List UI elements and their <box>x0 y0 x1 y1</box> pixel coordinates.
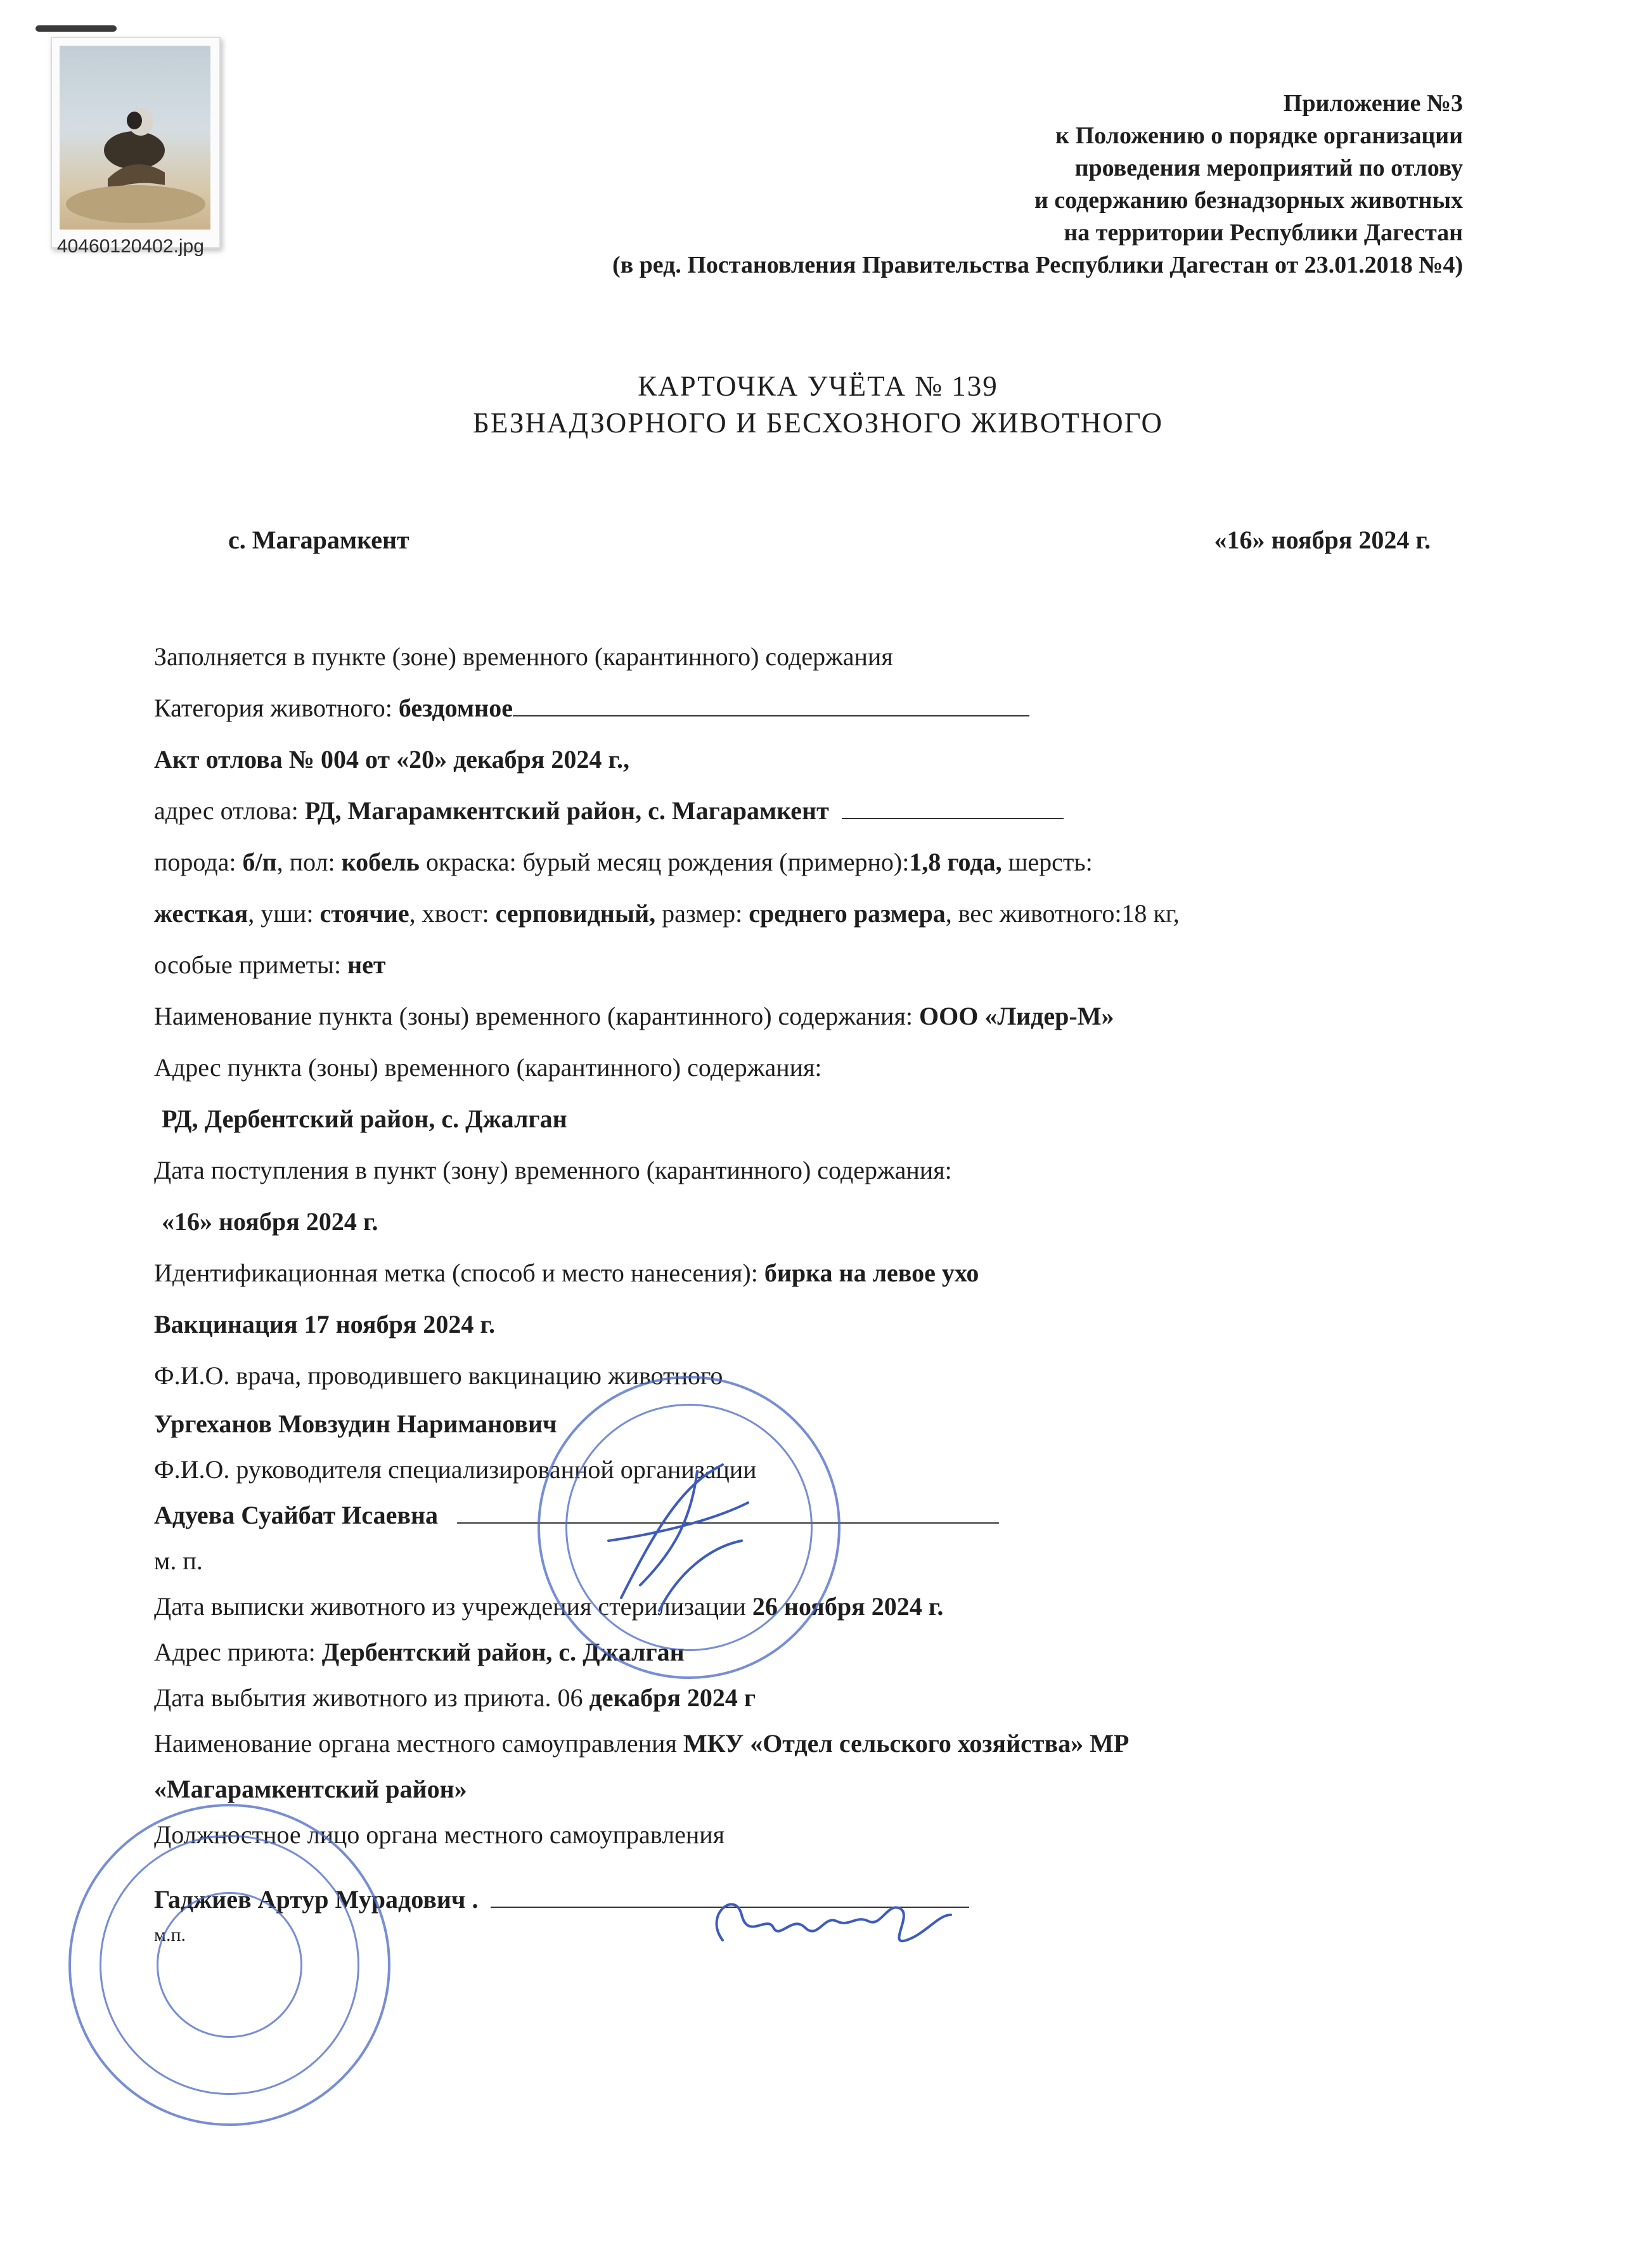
form-line <box>154 631 1495 682</box>
shelter-address: Дербентский район, с. Джалган <box>321 1638 685 1666</box>
breed-value: б/п <box>242 848 277 876</box>
form-label: Наименование органа местного самоуправления <box>154 1729 683 1758</box>
form-label: , пол: <box>276 848 342 876</box>
appendix-line: (в ред. Постановления Правительства Республики Дагестан от 23.01.2018 №4) <box>612 252 1463 278</box>
animal-photo <box>51 37 221 257</box>
discharge-date: 26 ноября 2024 г. <box>752 1592 944 1621</box>
title-line-2: БЕЗНАДЗОРНОГО И БЕСХОЗНОГО ЖИВОТНОГО <box>473 407 1163 439</box>
form-label: порода: <box>154 848 243 876</box>
form-label: размер: <box>655 899 749 928</box>
form-label: особые приметы: <box>154 950 348 979</box>
weight-text: , вес животного:18 кг, <box>945 899 1180 928</box>
appendix-header <box>612 87 1463 282</box>
form-label: Адрес пункта (зоны) временного (карантинного) содержания: <box>154 1053 822 1082</box>
form-line <box>154 1144 1495 1196</box>
capture-act: Акт отлова № 004 от «20» декабря 2024 г., <box>154 745 630 774</box>
form-label: адрес отлова: <box>154 796 305 825</box>
form-text: Заполняется в пункте (зоне) временного (карантинного) содержания <box>154 642 893 671</box>
appendix-line: проведения мероприятий по отлову <box>1074 155 1463 181</box>
fill-line <box>513 699 1029 716</box>
admission-date: «16» ноября 2024 г. <box>162 1207 378 1236</box>
stamp-place: м. п. <box>154 1546 203 1575</box>
marks-value: нет <box>347 950 386 979</box>
form-label: Адрес приюта: <box>154 1638 322 1666</box>
form-line <box>154 836 1495 888</box>
official-signature <box>697 1877 963 1972</box>
photo-tab <box>35 25 117 32</box>
tail-value: серповидный, <box>495 899 656 928</box>
form-label: Идентификационная метка (способ и место нанесения): <box>154 1259 764 1287</box>
animal-photo-image <box>60 46 210 230</box>
appendix-line: Приложение №3 <box>1283 90 1463 117</box>
facility-address: РД, Дербентский район, с. Джалган <box>162 1105 567 1133</box>
head-name: Адуева Суайбат Исаевна <box>154 1501 439 1529</box>
form-label: окраска: бурый месяц рождения (примерно): <box>419 848 910 876</box>
facility-name: ООО «Лидер-М» <box>918 1002 1114 1030</box>
official-name: Гаджиев Артур Мурадович . <box>154 1885 479 1914</box>
form-line <box>154 1721 1495 1766</box>
age-value: 1,8 года, <box>909 848 1002 876</box>
form-label: Ф.И.О. руководителя специализированной организации <box>154 1455 757 1484</box>
ears-value: стоячие <box>319 899 409 928</box>
id-tag-value: бирка на левое ухо <box>764 1259 979 1287</box>
form-line <box>154 1247 1495 1299</box>
form-label: шерсть: <box>1002 848 1093 876</box>
form-line <box>154 939 1495 990</box>
form-label: Ф.И.О. врача, проводившего вакцинацию животного <box>154 1361 723 1390</box>
form-line <box>154 1630 1495 1675</box>
form-line <box>154 1812 1495 1858</box>
appendix-line: на территории Республики Дагестан <box>1064 219 1463 246</box>
sex-value: кобель <box>341 848 420 876</box>
form-label: Дата выбытия животного из приюта. 06 <box>154 1683 589 1712</box>
photo-caption: 40460120402.jpg <box>57 236 204 257</box>
coat-value: жесткая <box>154 899 248 928</box>
vet-name: Ургеханов Мовзудин Нариманович <box>154 1409 557 1438</box>
stamp-place: м.п. <box>154 1924 186 1945</box>
form-line <box>154 888 1495 939</box>
vaccination: Вакцинация 17 ноября 2024 г. <box>154 1310 496 1338</box>
size-value: среднего размера <box>749 899 946 928</box>
form-line <box>154 1042 1495 1093</box>
form-body <box>154 631 1495 1948</box>
category-value: бездомное <box>398 694 513 722</box>
appendix-line: и содержанию безнадзорных животных <box>1034 187 1463 214</box>
authority-name-cont: «Магарамкентский район» <box>154 1775 467 1803</box>
municipal-seal-stamp <box>68 1804 390 2126</box>
form-label: Дата поступления в пункт (зону) временного (карантинного) содержания: <box>154 1156 952 1184</box>
form-line <box>154 990 1495 1042</box>
form-label: Дата выписки животного из учреждения стерилизации <box>154 1592 752 1621</box>
form-line <box>154 1350 1495 1401</box>
fill-line <box>842 801 1064 819</box>
document-title <box>0 368 1636 441</box>
authority-name: МКУ «Отдел сельского хозяйства» МР <box>683 1729 1130 1758</box>
form-label: , уши: <box>248 899 320 928</box>
document-date: «16» ноября 2024 г. <box>1214 526 1431 554</box>
form-line <box>154 785 1495 836</box>
place: с. Магарамкент <box>228 526 409 554</box>
capture-address: РД, Магарамкентский район, с. Магарамкент <box>304 796 829 825</box>
form-line <box>154 1675 1495 1721</box>
form-label: , хвост: <box>409 899 496 928</box>
signature-mark <box>583 1446 773 1636</box>
title-line-1: КАРТОЧКА УЧЁТА № 139 <box>638 370 998 402</box>
appendix-line: к Положению о порядке организации <box>1055 122 1463 149</box>
form-label: Должностное лицо органа местного самоуправления <box>154 1820 725 1849</box>
form-line <box>154 682 1495 734</box>
form-label: Категория животного: <box>154 694 399 722</box>
form-label: Наименование пункта (зоны) временного (карантинного) содержания: <box>154 1002 919 1030</box>
departure-date: декабря 2024 г <box>589 1683 756 1712</box>
